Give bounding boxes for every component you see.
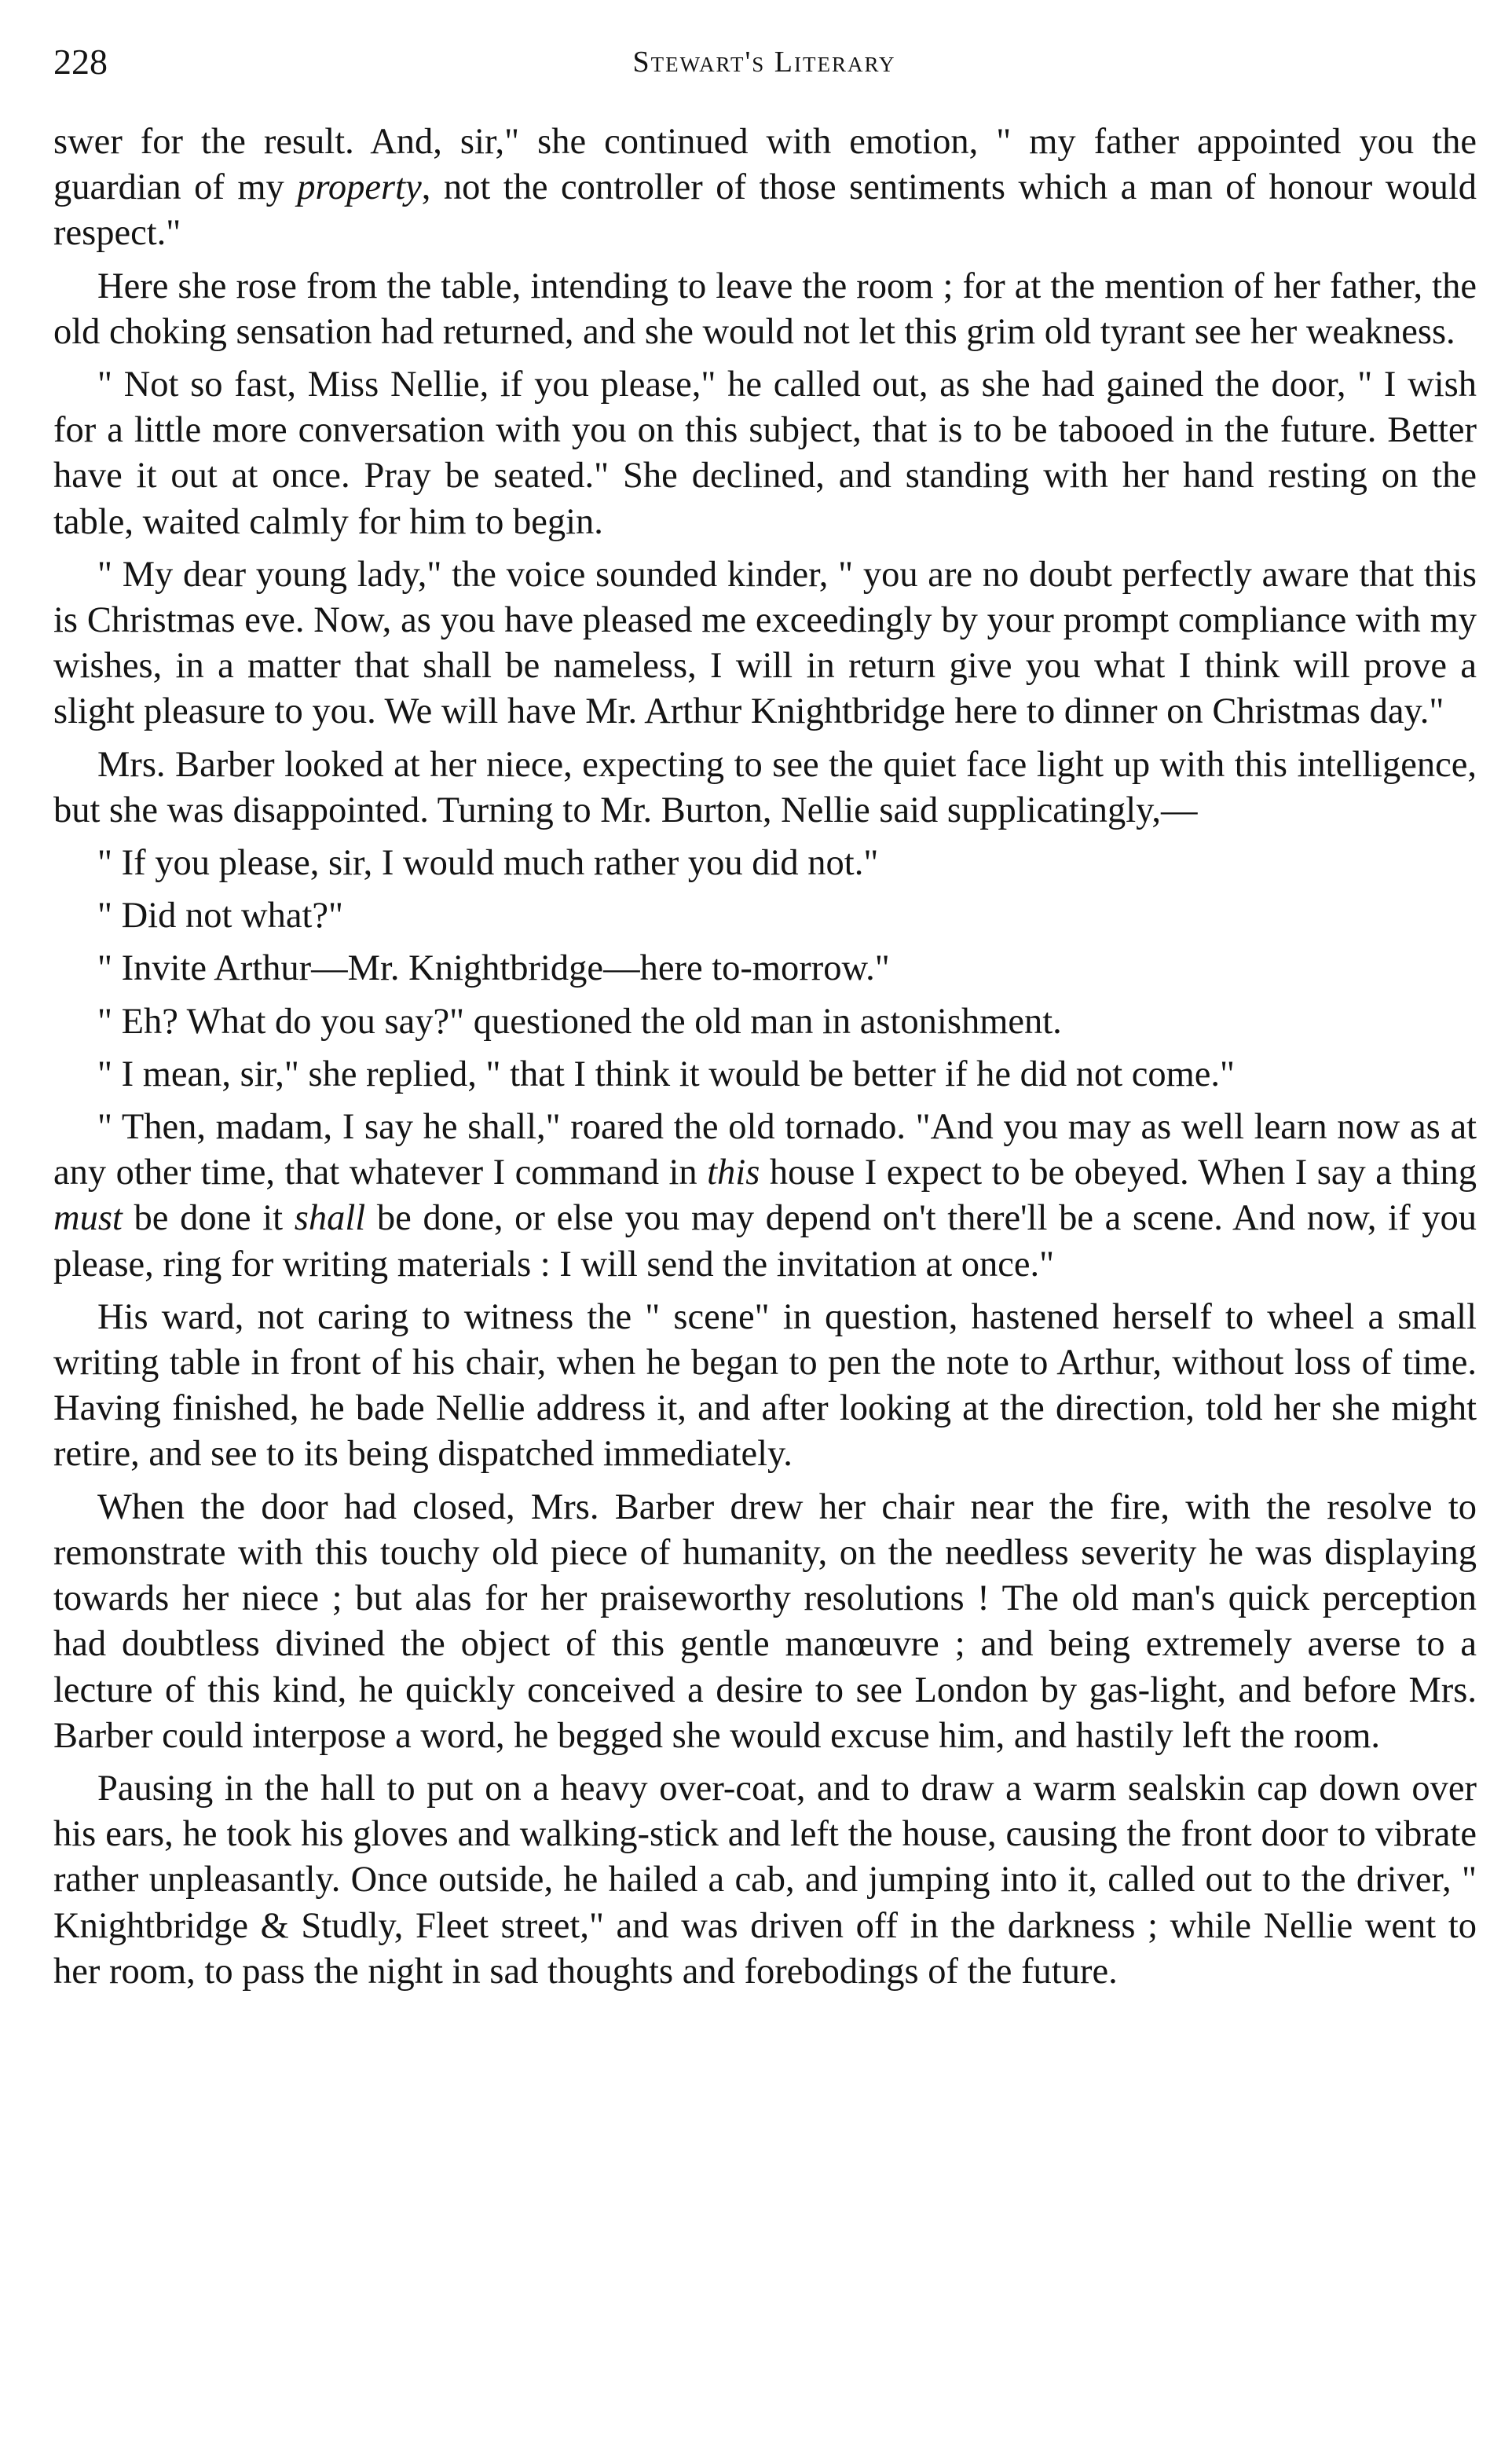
paragraph: " Invite Arthur—Mr. Knightbridge—here to-morrow.": [97, 948, 890, 989]
paragraph: " If you please, sir, I would much rather you did not.": [97, 843, 879, 884]
emphasized-word: property: [297, 167, 422, 208]
paragraph: " Not so fast, Miss Nellie, if you please," he called out, as she had gained the door, " I wish for a little more conversation with you on this subject, that is to be tabooed in the future. Better have it out at once. Pray be seated." She declined, and standing with her hand resting on the table, waited calmly for him to begin.: [53, 365, 1477, 542]
running-title: Stewart's Literary: [632, 46, 896, 79]
paragraph: swer for the result. And, sir," she continued with emotion, " my father appointed you the guardian of my property, not the controller of those sentiments which a man of honour would respect.": [53, 122, 1477, 254]
body-text: [53, 119, 1477, 2002]
paragraph: Pausing in the hall to put on a heavy over-coat, and to draw a warm sealskin cap down over his ears, he took his gloves and walking-stick and left the house, causing the front door to vibrate rather unpleasantly. Once outside, he hailed a cab, and jumping into it, called out to the driver, " Knightbridge & Studly, Fleet street," and was driven off in the darkness ; while Nellie went to her room, to pass the night in sad thoughts and forebodings of the future.: [53, 1768, 1477, 1992]
paragraph: " Then, madam, I say he shall," roared the old tornado. "And you may as well learn now as at any other time, that whatever I command in this house I expect to be obeyed. When I say a thing must be done it shall be done, or else you may depend on't there'll be a scene. And now, if you please, ring for writing materials : I will send the invitation at once.": [53, 1107, 1477, 1285]
page-header: [53, 35, 1475, 90]
paragraph: When the door had closed, Mrs. Barber drew her chair near the fire, with the resolve to remonstrate with this touchy old piece of humanity, on the needless severity he was displaying towards her niece ; but alas for her praiseworthy resolutions ! The old man's quick perception had doubtless divined the object of this gentle manœuvre ; and being extremely averse to a lecture of this kind, he quickly conceived a desire to see London by gas-light, and before Mrs. Barber could interpose a word, he begged she would excuse him, and hastily left the room.: [53, 1486, 1477, 1756]
paragraph: " Did not what?": [97, 896, 344, 936]
paragraph: Here she rose from the table, intending to leave the room ; for at the mention of her father, the old choking sensation had returned, and she would not let this grim old tyrant see her weakness.: [53, 266, 1477, 352]
paragraph: " My dear young lady," the voice sounded kinder, " you are no doubt perfectly aware that this is Christmas eve. Now, as you have pleased me exceedingly by your prompt compliance with my wishes, in a matter that shall be nameless, I will in return give you what I think will prove a slight pleasure to you. We will have Mr. Arthur Knightbridge here to dinner on Christmas day.": [53, 554, 1477, 732]
paragraph: Mrs. Barber looked at her niece, expecting to see the quiet face light up with this intelligence, but she was disappointed. Turning to Mr. Burton, Nellie said supplicatingly,—: [53, 744, 1477, 830]
paragraph: " Eh? What do you say?" questioned the old man in astonishment.: [97, 1001, 1062, 1042]
emphasized-word: shall: [294, 1198, 366, 1239]
emphasized-word: this: [707, 1153, 760, 1193]
emphasized-word: must: [53, 1198, 123, 1239]
paragraph: " I mean, sir," she replied, " that I think it would be better if he did not come.": [97, 1054, 1236, 1094]
paragraph: His ward, not caring to witness the " scene" in question, hastened herself to wheel a small writing table in front of his chair, when he began to pen the note to Arthur, without loss of time. Having finished, he bade Nellie address it, and after looking at the direction, told her she might retire, and see to its being dispatched immediately.: [53, 1296, 1477, 1475]
page-number: 228: [53, 42, 108, 82]
